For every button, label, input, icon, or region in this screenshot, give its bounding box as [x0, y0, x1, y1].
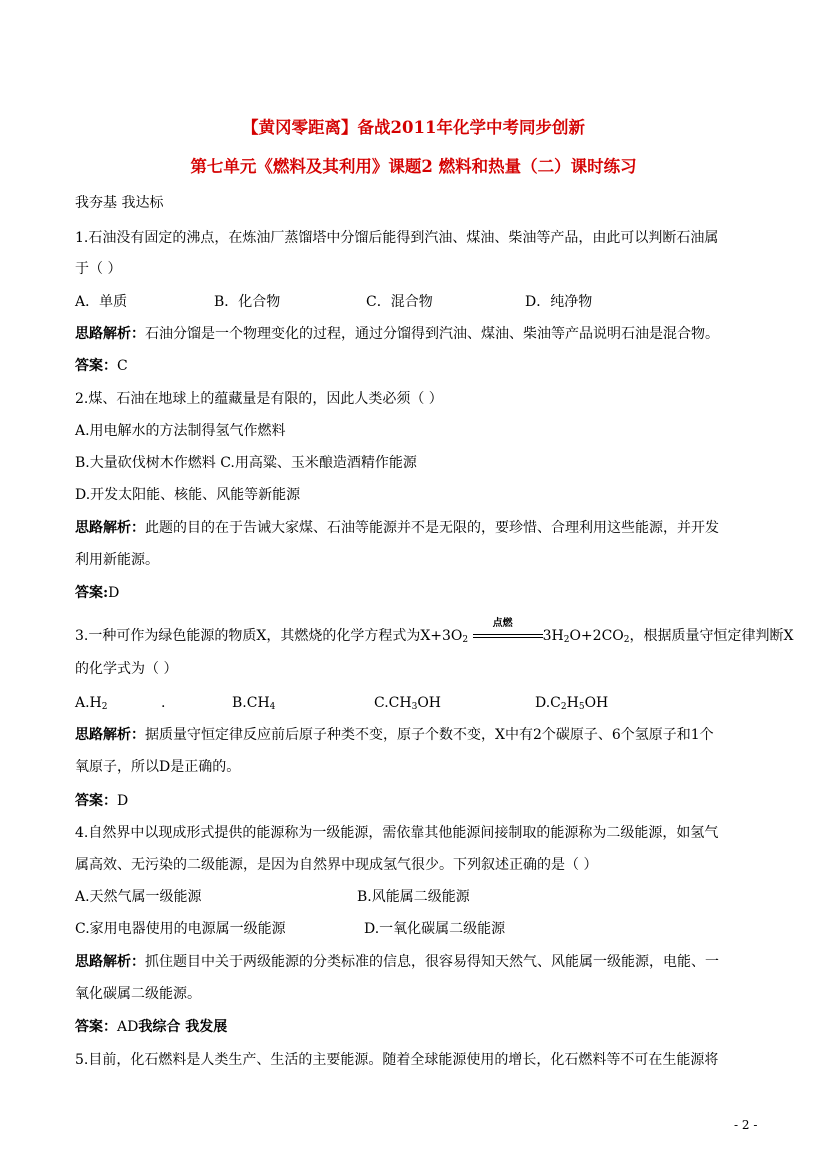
q1-analysis [75, 324, 719, 344]
title-line-1: 【黄冈零距离】备战2011年化学中考同步创新 [242, 118, 585, 137]
q4-analysis-line-1 [75, 952, 719, 972]
answer-value: C [117, 358, 128, 374]
stray-dot: . [161, 695, 166, 711]
q2-analysis-line-1 [75, 518, 719, 538]
title-line-2: 第七单元《燃料及其利用》课题2 燃料和热量（二）课时练习 [190, 157, 637, 176]
q1-option-b: B．化合物 [214, 294, 281, 310]
q1-option-c: C．混合物 [366, 294, 433, 310]
analysis-label: 思路解析： [75, 520, 145, 536]
equation-bar-top [473, 634, 543, 635]
option-text: D.C [535, 695, 561, 711]
subscript: 5 [578, 702, 585, 712]
section-heading: 我夯基 我达标 [75, 195, 164, 211]
page-number: - 2 - [734, 1118, 758, 1132]
analysis-label: 思路解析： [75, 326, 145, 342]
q1-option-a: A．单质 [75, 294, 128, 310]
analysis-text: 石油分馏是一个物理变化的过程，通过分馏得到汽油、煤油、柴油等产品说明石油是混合物。 [145, 326, 719, 342]
q3-stem-line-2: 的化学式为（ ） [75, 661, 178, 677]
q2-option-d: D.开发太阳能、核能、风能等新能源 [75, 487, 301, 503]
reaction-condition: 点燃 [492, 618, 513, 629]
answer-label: 答案： [75, 793, 117, 809]
q3-option-d [535, 693, 608, 713]
q4-analysis-line-2: 氧化碳属二级能源。 [75, 986, 201, 1002]
analysis-label: 思路解析： [75, 727, 145, 743]
q3-option-c [374, 693, 441, 713]
q3-option-b [232, 693, 275, 713]
q1-answer [75, 356, 128, 376]
q4-option-c: C.家用电器使用的电源属一级能源 [75, 921, 286, 937]
q4-option-d: D.一氧化碳属二级能源 [364, 921, 506, 937]
subscript: 2 [623, 635, 630, 645]
q2-option-a: A.用电解水的方法制得氢气作燃料 [75, 423, 286, 439]
q4-stem-line-2: 属高效、无污染的二级能源，是因为自然界中现成氢气很少。下列叙述正确的是（ ） [75, 857, 598, 873]
q4-option-a: A.天然气属一级能源 [75, 889, 202, 905]
answer-label: 答案: [75, 585, 109, 601]
product-water: 3H [542, 628, 564, 644]
subscript: 2 [462, 635, 469, 645]
q3-analysis-line-2: 氧原子，所以D是正确的。 [75, 759, 241, 775]
q3-option-a [75, 693, 108, 713]
q2-option-b-c: B.大量砍伐树木作燃料 C.用高粱、玉米酿造酒精作能源 [75, 455, 417, 471]
q4-stem-line-1: 4.自然界中以现成形式提供的能源称为一级能源，需依靠其他能源间接制取的能源称为二级能源，如氢气 [75, 825, 719, 841]
reaction-arrow [473, 618, 543, 646]
q2-answer [75, 583, 119, 603]
option-text: C.CH [374, 695, 412, 711]
subscript: 3 [411, 702, 418, 712]
subscript: 4 [269, 702, 276, 712]
analysis-text: 此题的目的在于告诫大家煤、石油等能源并不是无限的，要珍惜、合理利用这些能源，并开发 [145, 520, 719, 536]
q2-analysis-line-2: 利用新能源。 [75, 552, 159, 568]
subscript: 2 [563, 635, 570, 645]
q5-stem-line-1: 5.目前，化石燃料是人类生产、生活的主要能源。随着全球能源使用的增长，化石燃料等不可在生能源将 [75, 1052, 719, 1068]
analysis-text: 据质量守恒定律反应前后原子种类不变，原子个数不变，X中有2个碳原子、6个氢原子和1个 [145, 727, 714, 743]
answer-value: D [108, 585, 120, 601]
subscript: 2 [560, 702, 567, 712]
answer-value: AD [117, 1019, 139, 1035]
q1-stem-line-2: 于（ ） [75, 261, 122, 277]
subscript: 2 [101, 702, 108, 712]
answer-label: 答案： [75, 358, 117, 374]
equation-bar-bottom [473, 637, 543, 638]
option-text: OH [584, 695, 609, 711]
q4-answer [75, 1017, 227, 1037]
option-text: H [566, 695, 579, 711]
analysis-label: 思路解析： [75, 954, 145, 970]
answer-label: 答案： [75, 1019, 117, 1035]
answer-value: D [117, 793, 129, 809]
q1-stem-line-1: 1.石油没有固定的沸点，在炼油厂蒸馏塔中分馏后能得到汽油、煤油、柴油等产品，由此可以判断石油属 [75, 230, 719, 246]
section-heading-2: 我综合 我发展 [138, 1019, 228, 1035]
q4-option-b: B.风能属二级能源 [357, 889, 470, 905]
option-text: OH [417, 695, 442, 711]
q3-analysis-line-1 [75, 725, 714, 745]
q3-answer [75, 791, 128, 811]
option-text: B.CH [232, 695, 270, 711]
product-co2: O+2CO [569, 628, 624, 644]
q3-stem-pre: 3.一种可作为绿色能源的物质X，其燃烧的化学方程式为X+3O [75, 628, 463, 644]
option-text: A.H [75, 695, 102, 711]
q3-stem-post: ，根据质量守恒定律判断X [629, 628, 794, 644]
analysis-text: 抓住题目中关于两级能源的分类标准的信息，很容易得知天然气、风能属一级能源，电能、一 [145, 954, 719, 970]
q1-option-d: D．纯净物 [525, 294, 593, 310]
q2-stem: 2.煤、石油在地球上的蕴藏量是有限的，因此人类必须（ ） [75, 391, 443, 407]
q3-stem-line-1 [75, 618, 794, 646]
